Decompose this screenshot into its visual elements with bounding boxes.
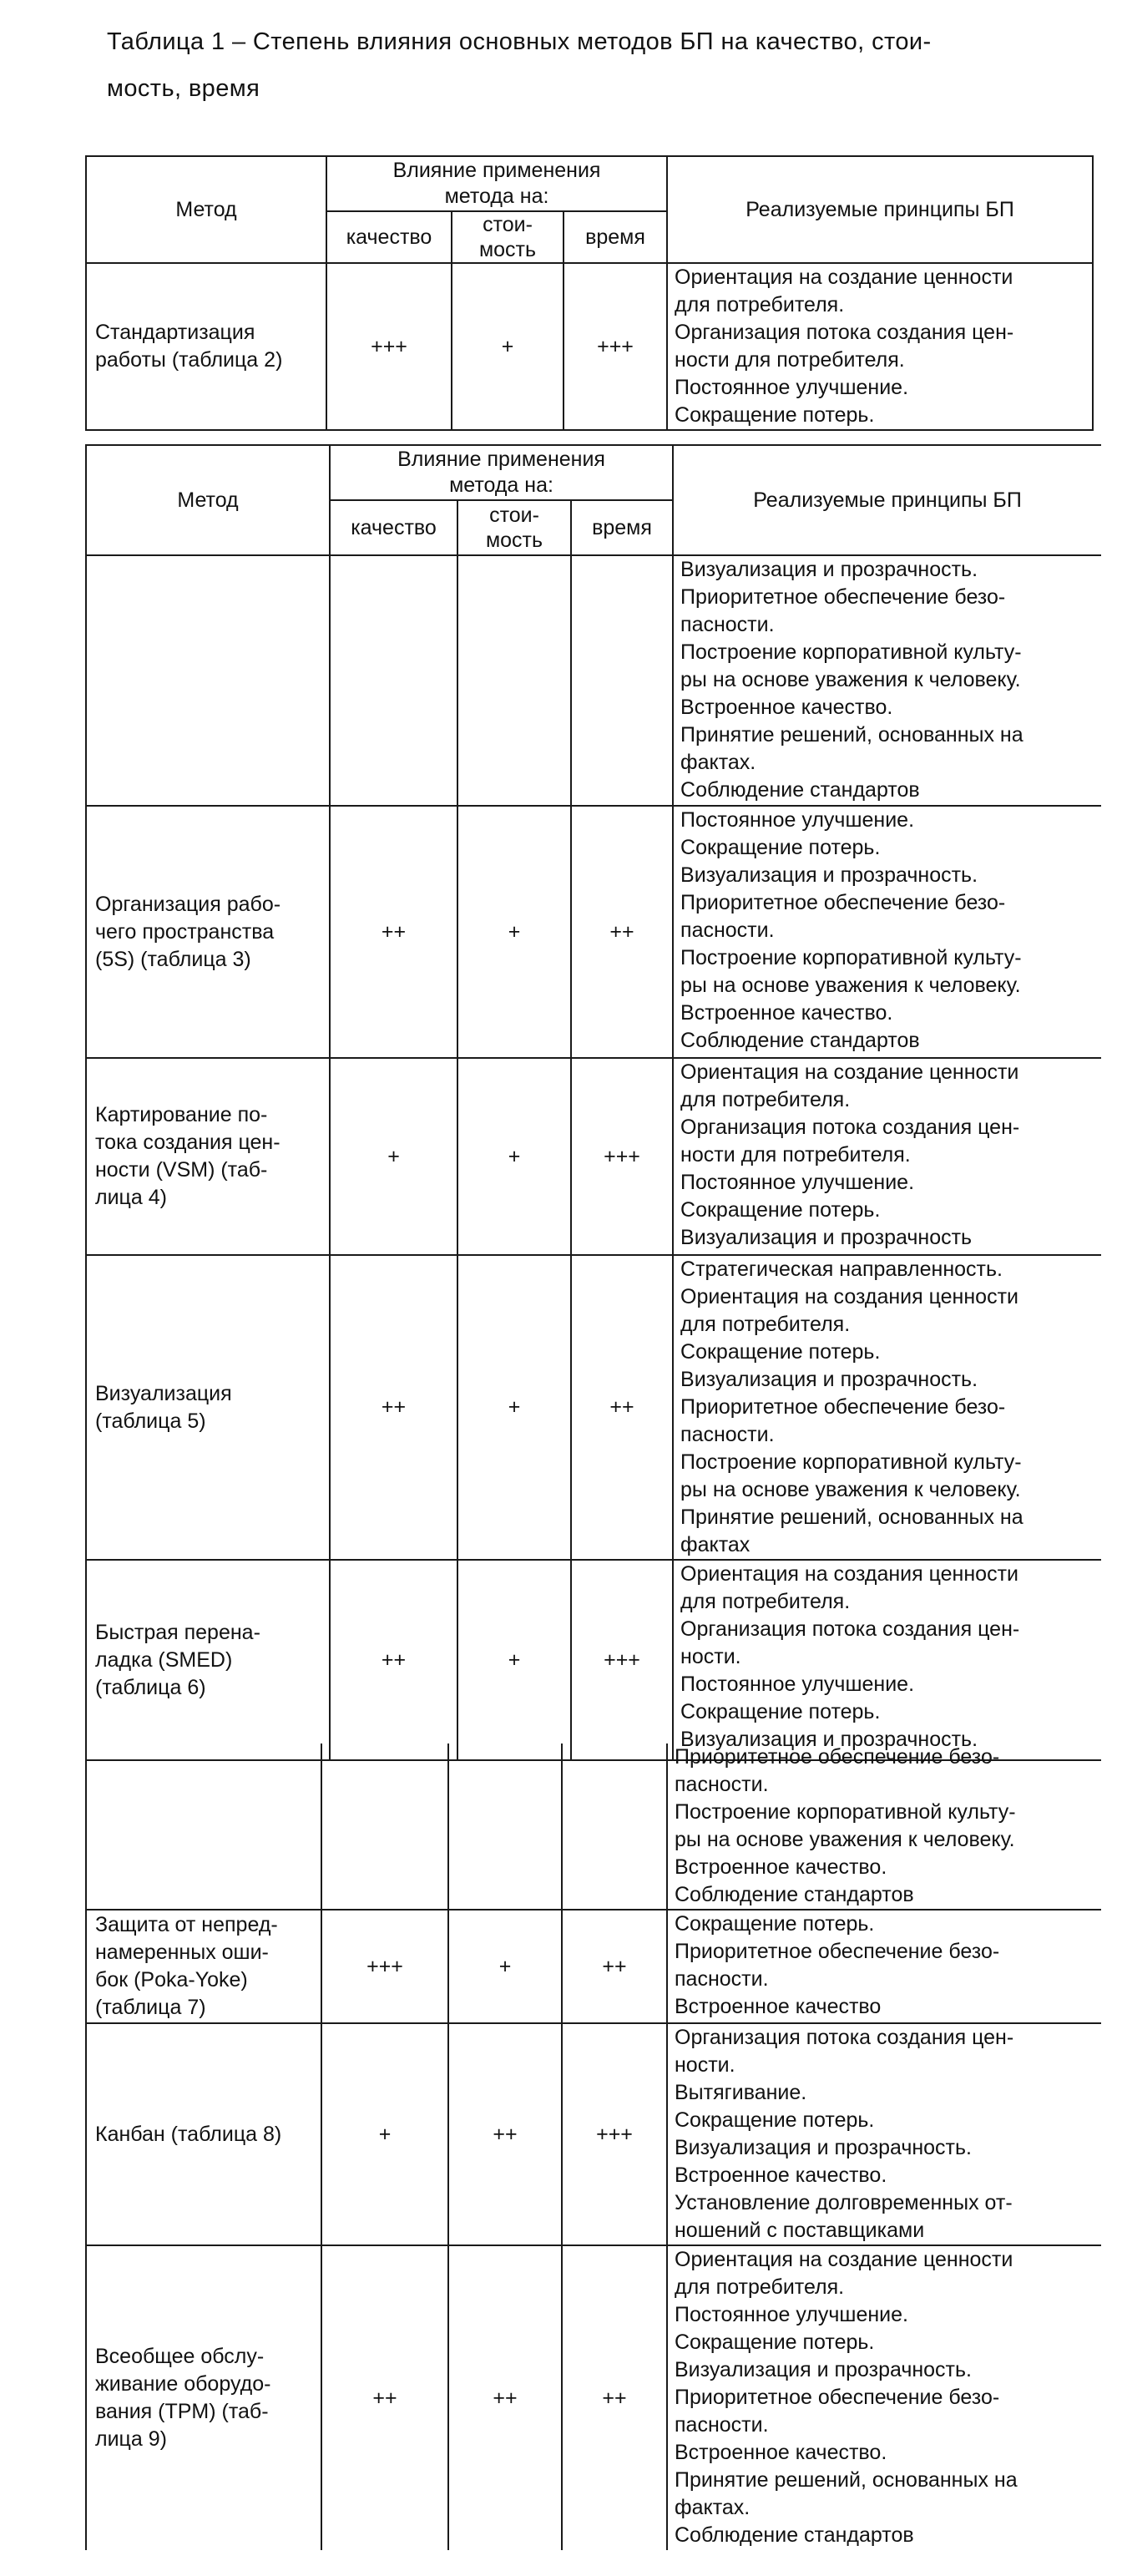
header-influence: Влияние применения метода на: <box>326 156 667 211</box>
method-line: Быстрая перена- <box>95 1620 260 1644</box>
cost-cell: + <box>457 806 571 1058</box>
time-cell: ++ <box>571 806 673 1058</box>
principle-line: Постоянное улучшение. <box>680 808 915 832</box>
principle-line: ности. <box>680 1645 741 1668</box>
principle-line: фактах. <box>675 2496 751 2519</box>
methods-table-part-1 <box>85 155 1094 431</box>
principles-cell <box>667 263 1093 430</box>
method-cell <box>86 806 330 1058</box>
table-row <box>86 806 1101 1058</box>
time-cell: +++ <box>571 1560 673 1760</box>
cost-cell: + <box>457 1058 571 1255</box>
principle-line: для потребителя. <box>675 293 845 316</box>
method-line: живание оборудо- <box>95 2372 271 2396</box>
time-cell: +++ <box>571 1058 673 1255</box>
principle-line: Соблюдение стандартов <box>680 1029 920 1052</box>
method-line: Стандартизация <box>95 321 255 344</box>
principle-line: Приоритетное обеспечение безо- <box>680 585 1006 609</box>
principle-line: Визуализация и прозрачность. <box>680 863 978 887</box>
method-line: Визуализация <box>95 1381 232 1405</box>
cost-cell <box>457 555 571 806</box>
principle-line: ры на основе уважения к человеку. <box>675 1828 1015 1851</box>
principle-line: Принятие решений, основанных на <box>675 2468 1018 2492</box>
quality-cell: + <box>330 1058 457 1255</box>
principle-line: фактах <box>680 1533 751 1556</box>
principle-line: ры на основе уважения к человеку. <box>680 668 1021 691</box>
principle-line: Приоритетное обеспечение безо- <box>680 891 1006 914</box>
principle-line: Соблюдение стандартов <box>680 778 920 802</box>
quality-cell: + <box>321 2023 448 2245</box>
method-line: Организация рабо- <box>95 892 281 916</box>
principle-line: ношений с поставщиками <box>675 2219 925 2242</box>
principle-line: Постоянное улучшение. <box>680 1171 915 1194</box>
table-row <box>86 1058 1101 1255</box>
method-line: Канбан (таблица 8) <box>95 2122 282 2146</box>
table-3-body <box>86 1743 1101 2550</box>
table-row <box>86 2245 1101 2550</box>
method-line: тока создания цен- <box>95 1131 280 1154</box>
method-line: лица 9) <box>95 2427 167 2451</box>
cost-cell: ++ <box>448 2023 562 2245</box>
principles-cell <box>667 1910 1101 2023</box>
principle-line: пасности. <box>680 613 775 636</box>
principle-line: Ориентация на создание ценности <box>680 1060 1019 1084</box>
principle-line: Организация потока создания цен- <box>675 2026 1014 2049</box>
principle-line: для потребителя. <box>680 1088 851 1111</box>
principle-line: Построение корпоративной культу- <box>680 946 1022 969</box>
header-influence: Влияние применения метода на: <box>330 445 673 500</box>
principle-line: Постоянное улучшение. <box>675 376 909 399</box>
cost-cell: + <box>452 263 564 430</box>
principle-line: Визуализация и прозрачность. <box>675 2358 972 2381</box>
principle-line: Встроенное качество. <box>675 1855 887 1879</box>
time-cell: ++ <box>562 2245 667 2550</box>
method-line: вания (TPM) (таб- <box>95 2400 269 2423</box>
header-time: время <box>564 211 667 263</box>
principle-line: Приоритетное обеспечение безо- <box>680 1395 1006 1419</box>
quality-cell: +++ <box>321 1910 448 2023</box>
principle-line: Встроенное качество <box>675 1995 882 2018</box>
principle-line: для потребителя. <box>680 1313 851 1336</box>
principle-line: Постоянное улучшение. <box>675 2303 908 2326</box>
quality-cell: ++ <box>330 1255 457 1560</box>
principle-line: Встроенное качество. <box>675 2164 887 2187</box>
principle-line: Сокращение потерь. <box>680 1340 881 1364</box>
principle-line: Визуализация и прозрачность. <box>680 1368 978 1391</box>
table-caption <box>107 18 1092 112</box>
method-line: работы (таблица 2) <box>95 348 283 372</box>
principle-line: пасности. <box>675 1967 769 1991</box>
principle-line: для потребителя. <box>680 1590 851 1613</box>
principle-line: Визуализация и прозрачность. <box>675 2136 972 2159</box>
method-line: чего пространства <box>95 919 275 944</box>
table-1-body <box>86 263 1093 430</box>
method-cell <box>86 1058 330 1255</box>
principle-line: Организация потока создания цен- <box>675 321 1014 344</box>
principle-line: Встроенное качество. <box>680 1001 893 1025</box>
principle-line: Приоритетное обеспечение безо- <box>675 1745 1000 1769</box>
quality-cell <box>330 555 457 806</box>
principle-line: пасности. <box>680 1423 775 1446</box>
principle-line: Построение корпоративной культу- <box>680 1450 1022 1474</box>
time-cell: +++ <box>564 263 667 430</box>
cost-cell: + <box>457 1255 571 1560</box>
time-cell <box>562 1743 667 1910</box>
time-cell: ++ <box>562 1910 667 2023</box>
time-cell: ++ <box>571 1255 673 1560</box>
principle-line: Ориентация на создания ценности <box>680 1562 1018 1586</box>
quality-cell: ++ <box>330 1560 457 1760</box>
principle-line: пасности. <box>675 2413 769 2437</box>
time-cell <box>571 555 673 806</box>
principle-line: для потребителя. <box>675 2275 845 2299</box>
principle-line: пасности. <box>675 1773 769 1796</box>
quality-cell: +++ <box>326 263 452 430</box>
table-row <box>86 1255 1101 1560</box>
header-quality: качество <box>326 211 452 263</box>
cost-cell <box>448 1743 562 1910</box>
principle-line: Сокращение потерь. <box>675 403 875 427</box>
method-line: (5S) (таблица 3) <box>95 947 251 971</box>
method-line: (таблица 7) <box>95 1996 206 2019</box>
method-line: намеренных оши- <box>95 1941 269 1964</box>
principle-line: ры на основе уважения к человеку. <box>680 1478 1021 1501</box>
principle-line: фактах. <box>680 751 756 774</box>
table-row <box>86 1560 1101 1760</box>
principle-line: Встроенное качество. <box>680 696 893 719</box>
header-cost: стои- мость <box>452 211 564 263</box>
principle-line: Ориентация на создание ценности <box>675 266 1013 289</box>
principle-line: Ориентация на создания ценности <box>680 1285 1018 1308</box>
method-cell <box>86 263 326 430</box>
time-cell: +++ <box>562 2023 667 2245</box>
principle-line: Соблюдение стандартов <box>675 1883 914 1906</box>
table-row <box>86 2023 1101 2245</box>
method-cell <box>86 1910 321 2023</box>
header-cost: стои- мость <box>457 500 571 555</box>
principles-cell <box>673 1058 1101 1255</box>
principle-line: ности. <box>675 2053 735 2077</box>
method-cell <box>86 1560 330 1760</box>
principle-line: Принятие решений, основанных на <box>680 723 1023 746</box>
quality-cell: ++ <box>321 2245 448 2550</box>
method-line: ности (VSM) (таб- <box>95 1158 268 1182</box>
header-principles: Реализуемые принципы БП <box>673 445 1101 555</box>
principle-line: Ориентация на создание ценности <box>675 2248 1013 2271</box>
header-quality: качество <box>330 500 457 555</box>
cost-cell: + <box>448 1910 562 2023</box>
principle-line: Построение корпоративной культу- <box>675 1800 1016 1824</box>
method-line: Картирование по- <box>95 1103 268 1126</box>
principle-line: Сокращение потерь. <box>680 1700 881 1723</box>
methods-table-part-2 <box>85 444 1101 1761</box>
principle-line: Приоритетное обеспечение безо- <box>675 2386 1000 2409</box>
method-line: Защита от непред- <box>95 1913 278 1936</box>
quality-cell: ++ <box>330 806 457 1058</box>
table-row <box>86 1910 1101 2023</box>
caption-line-2: мость, время <box>107 75 260 102</box>
quality-cell <box>321 1743 448 1910</box>
principle-line: Организация потока создания цен- <box>680 1617 1020 1641</box>
principle-line: Визуализация и прозрачность. <box>680 558 978 581</box>
method-line: Всеобщее обслу- <box>95 2345 265 2368</box>
principles-cell <box>673 1560 1101 1760</box>
principle-line: ности для потребителя. <box>680 1143 911 1167</box>
principle-line: пасности. <box>680 919 775 942</box>
method-line: (таблица 6) <box>95 1675 206 1699</box>
principle-line: Сокращение потерь. <box>675 2108 875 2132</box>
method-cell <box>86 1255 330 1560</box>
table-2-body <box>86 555 1101 1760</box>
method-cell <box>86 555 330 806</box>
method-line: (таблица 5) <box>95 1409 206 1433</box>
principle-line: ры на основе уважения к человеку. <box>680 974 1021 997</box>
caption-line-1: Таблица 1 – Степень влияния основных методов БП на качество, стои- <box>107 28 932 55</box>
principle-line: Приоритетное обеспечение безо- <box>675 1940 1000 1963</box>
cost-cell: + <box>457 1560 571 1760</box>
principle-line: Организация потока создания цен- <box>680 1116 1020 1139</box>
principle-line: Постоянное улучшение. <box>680 1673 915 1696</box>
table-row <box>86 555 1101 806</box>
table-row <box>86 263 1093 430</box>
principle-line: Встроенное качество. <box>675 2441 887 2464</box>
header-principles: Реализуемые принципы БП <box>667 156 1093 263</box>
method-cell <box>86 2023 321 2245</box>
principle-line: Визуализация и прозрачность. <box>680 1728 978 1751</box>
table-row <box>86 1743 1101 1910</box>
principle-line: Сокращение потерь. <box>675 2331 875 2354</box>
principle-line: Визуализация и прозрачность <box>680 1226 973 1249</box>
principles-cell <box>673 806 1101 1058</box>
header-method: Метод <box>86 156 326 263</box>
method-line: бок (Poka-Yoke) <box>95 1968 248 1991</box>
method-line: лица 4) <box>95 1186 167 1209</box>
principles-cell <box>667 2245 1101 2550</box>
header-method: Метод <box>86 445 330 555</box>
methods-table-part-3 <box>85 1743 1101 2550</box>
principles-cell <box>673 1255 1101 1560</box>
principle-line: ности для потребителя. <box>675 348 905 372</box>
header-time: время <box>571 500 673 555</box>
cost-cell: ++ <box>448 2245 562 2550</box>
principle-line: Сокращение потерь. <box>680 836 881 859</box>
principles-cell <box>667 2023 1101 2245</box>
principles-cell <box>673 555 1101 806</box>
principle-line: Сокращение потерь. <box>675 1912 875 1936</box>
principle-line: Сокращение потерь. <box>680 1198 881 1222</box>
principle-line: Стратегическая направленность. <box>680 1258 1003 1281</box>
principle-line: Соблюдение стандартов <box>675 2523 914 2547</box>
method-line: ладка (SMED) <box>95 1647 233 1672</box>
principle-line: Вытягивание. <box>675 2081 807 2104</box>
method-cell <box>86 2245 321 2550</box>
principle-line: Принятие решений, основанных на <box>680 1506 1023 1529</box>
principle-line: Установление долговременных от- <box>675 2191 1013 2214</box>
principle-line: Построение корпоративной культу- <box>680 640 1022 664</box>
principles-cell <box>667 1743 1101 1910</box>
method-cell <box>86 1743 321 1910</box>
